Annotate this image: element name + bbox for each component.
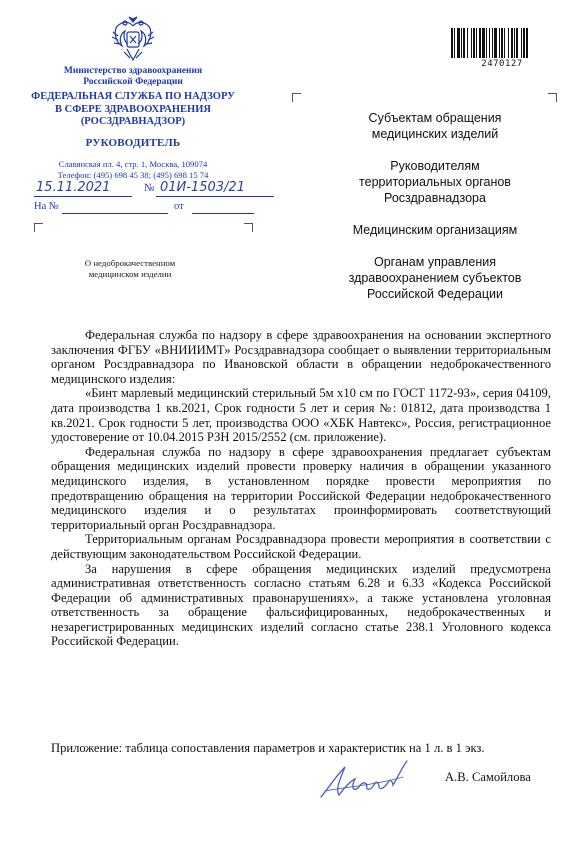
ministry-line-2: Российской Федерации (83, 77, 183, 87)
corner-mark-left (34, 223, 43, 232)
recipient-group (330, 254, 540, 302)
subject-block (40, 258, 220, 280)
number-underline (156, 196, 274, 197)
recipient-line: Медицинским организациям (352, 223, 518, 237)
barcode-number: 2470127 (481, 59, 523, 69)
ref-from-underline (192, 213, 254, 214)
number-sign: № (144, 182, 155, 194)
recipient-line: Росздравнадзора (384, 191, 486, 205)
body-paragraph-2: «Бинт марлевый медицинский стерильный 5м х10 см по ГОСТ 1172-93», серия 04109, дата производства 1 кв.2021, Срок годности 5 лет и серия №: 01812, дата производства 1 кв.2021. Срок годности 5 лет, производства ООО «ХБК Навтекс», Россия, регистрационное удостоверение от 10.04.2015 РЗН 2015/2552 (см. приложение). (51, 386, 551, 445)
date-underline (34, 196, 132, 197)
recipient-line: Российской Федерации (367, 287, 503, 301)
recipient-line: здравоохранением субъектов (348, 271, 522, 285)
barcode-icon (450, 28, 554, 58)
handwritten-number: 01И-1503/21 (160, 180, 245, 195)
subject-line-1: О недоброкачественном (84, 258, 176, 268)
subject-line-2: медицинском изделии (88, 269, 172, 279)
agency-line-1: ФЕДЕРАЛЬНАЯ СЛУЖБА ПО НАДЗОРУ (31, 91, 235, 102)
letterhead (20, 66, 246, 181)
body-paragraph-1: Федеральная служба по надзору в сфере здравоохранения на основании экспертного заключения ФГБУ «ВНИИИМТ» Росздравнадзора сообщает о выявлении территориальным органом Росздравнадзора по Ивановской области в обращении недоброкачественного медицинского изделия: (51, 328, 551, 386)
recipient-line: медицинских изделий (371, 127, 499, 141)
reference-line (34, 201, 254, 217)
address-line-2: Телефон: (495) 698 45 38; (495) 698 15 74 (57, 169, 209, 180)
recipient-line: Субъектам обращения (368, 111, 502, 125)
recipient-line: Органам управления (373, 255, 496, 269)
address-line-1: Славянская пл. 4, стр. 1, Москва, 109074 (58, 158, 208, 169)
recipient-group (330, 158, 540, 206)
ministry-line-1: Министерство здравоохранения (63, 66, 203, 76)
handwritten-signature-icon (315, 757, 411, 801)
letter-body (51, 328, 551, 649)
ref-number-label: На № (34, 201, 59, 212)
recipients-corner-right (548, 93, 557, 102)
recipient-group (330, 222, 540, 238)
agency-line-2: В СФЕРЕ ЗДРАВООХРАНЕНИЯ (55, 103, 211, 115)
body-paragraph-5: За нарушения в сфере обращения медицинских изделий предусмотрена административная ответственность согласно статьям 6.28 и 6.33 «Кодекса Российской Федерации об административных правонарушениях», а также установлена уголовная ответственность за обращение фальсифицированных, недоброкачественных и незарегистрированных медицинских изделий согласно статье 238.1 Уголовного кодекса Российской Федерации. (51, 561, 551, 649)
ref-from-label: от (174, 201, 184, 212)
recipients-corner-left (292, 93, 301, 102)
body-paragraph-3: Федеральная служба по надзору в сфере здравоохранения предлагает субъектам обращения медицинских изделий провести проверку наличия в обращении указанного медицинского изделия, в установленном порядке провести мероприятия по предотвращению обращения на территории Российской Федерации недоброкачественного медицинского изделия и о результатах проинформировать соответствующий территориальный орган Росздравнадзора. (51, 444, 551, 532)
ref-number-underline (62, 213, 168, 214)
double-headed-eagle-emblem-icon (110, 14, 156, 64)
attachment-note: Приложение: таблица сопоставления параметров и характеристик на 1 л. в 1 экз. (51, 741, 485, 755)
recipients-block (330, 110, 540, 318)
head-title: РУКОВОДИТЕЛЬ (85, 136, 181, 149)
recipient-line: Руководителям (390, 159, 480, 173)
signer-name: А.В. Самойлова (445, 770, 531, 784)
registration-line (34, 180, 284, 198)
recipient-line: территориальных органов (359, 175, 511, 189)
handwritten-date: 15.11.2021 (36, 180, 111, 195)
corner-mark-right (244, 223, 253, 232)
body-paragraph-4: Территориальным органам Росздравнадзора провести мероприятия в соответствии с действующим законодательством Российской Федерации. (51, 532, 551, 561)
agency-line-3: (РОСЗДРАВНАДЗОР) (80, 116, 186, 127)
recipient-group (330, 110, 540, 142)
